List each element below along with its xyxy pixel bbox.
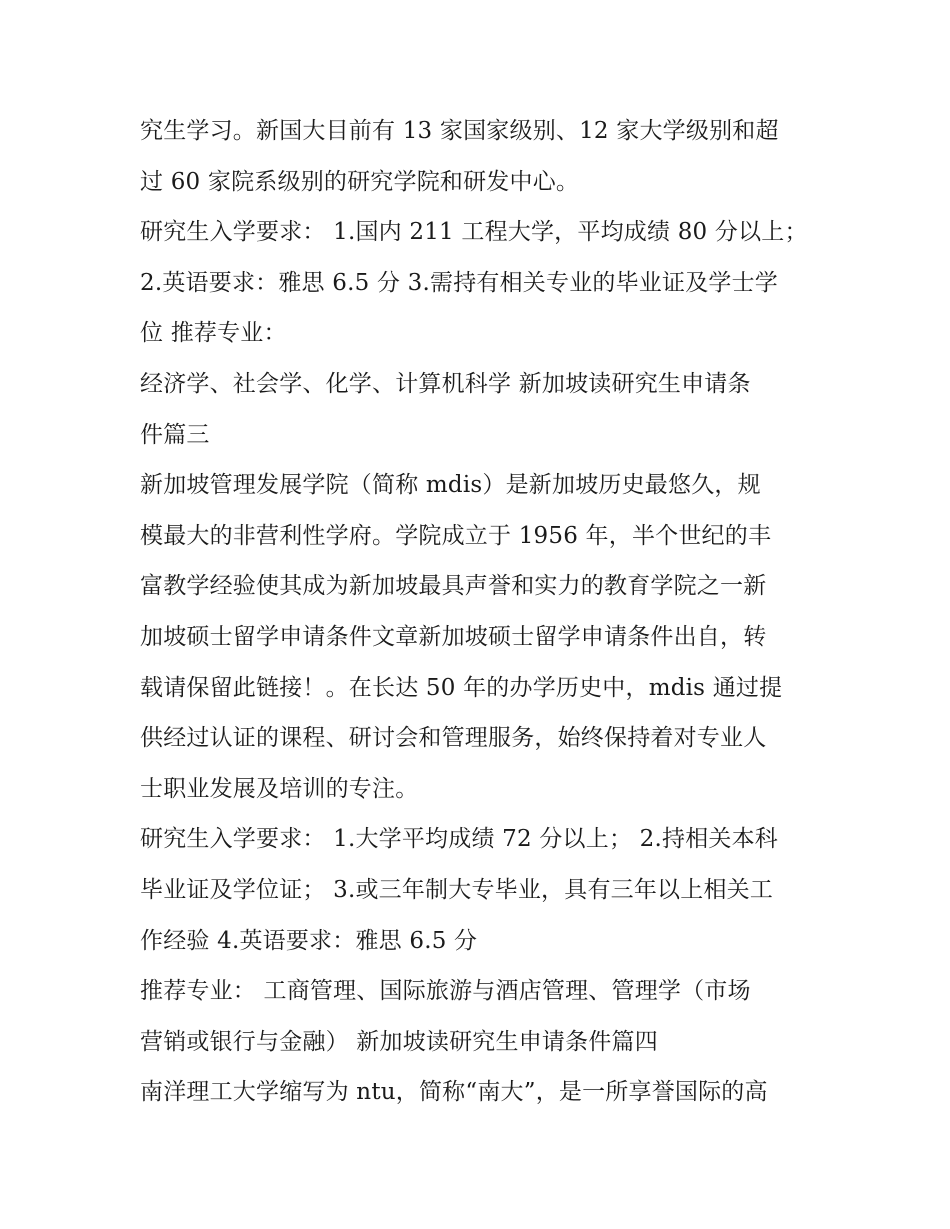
text-line: 模最大的非营利性学府。学院成立于 1956 年，半个世纪的丰 [140,522,772,549]
text-line: 士职业发展及培训的专注。 [140,775,419,802]
text-line: 毕业证及学位证； 3.或三年制大专毕业，具有三年以上相关工 [140,876,774,903]
text-line: 作经验 4.英语要求：雅思 6.5 分 [140,927,478,954]
text-line: 经济学、社会学、化学、计算机科学 新加坡读研究生申请条 [140,370,751,397]
text-line: 供经过认证的课程、研讨会和管理服务，始终保持着对专业人 [140,725,767,752]
text-line: 营销或银行与金融） 新加坡读研究生申请条件篇四 [140,1028,658,1055]
text-line: 南洋理工大学缩写为 ntu，简称“南大”，是一所享誉国际的高 [140,1079,768,1106]
text-line: 推荐专业： 工商管理、国际旅游与酒店管理、管理学（市场 [140,978,751,1005]
text-line: 研究生入学要求： 1.大学平均成绩 72 分以上； 2.持相关本科 [140,826,778,853]
text-line: 过 60 家院系级别的研究学院和研发中心。 [140,168,580,195]
document-body [140,106,820,1118]
text-line: 加坡硕士留学申请条件文章新加坡硕士留学申请条件出自，转 [140,623,767,650]
text-line: 位 推荐专业： [140,320,287,347]
text-line: 2.英语要求：雅思 6.5 分 3.需持有相关专业的毕业证及学士学 [140,269,778,296]
text-line: 究生学习。新国大目前有 13 家国家级别、12 家大学级别和超 [140,118,779,144]
text-line: 研究生入学要求： 1.国内 211 工程大学，平均成绩 80 分以上； [140,219,808,246]
text-line: 新加坡管理发展学院（简称 mdis）是新加坡历史最悠久，规 [140,472,761,499]
text-line: 富教学经验使其成为新加坡最具声誉和实力的教育学院之一新 [140,573,767,600]
text-line: 件篇三 [140,421,210,448]
text-line: 载请保留此链接！。在长达 50 年的办学历史中，mdis 通过提 [140,674,783,701]
